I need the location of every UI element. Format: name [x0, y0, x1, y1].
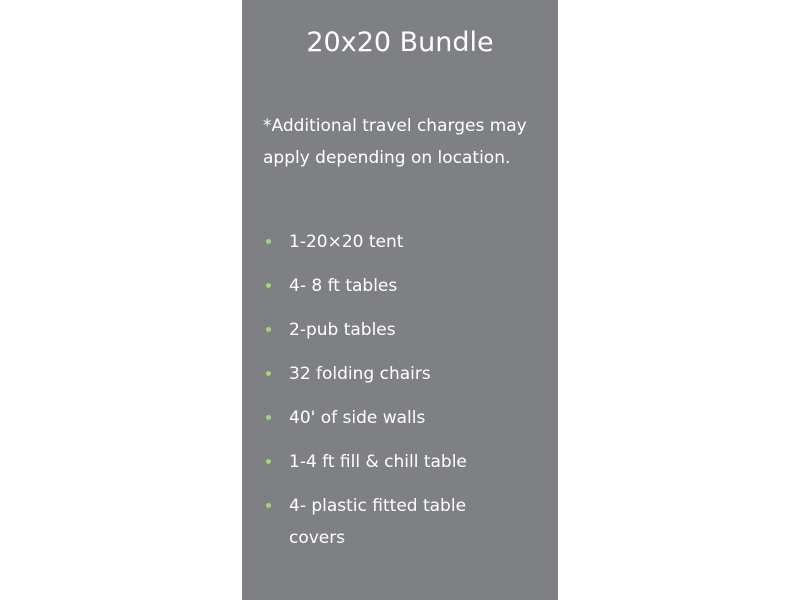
feature-item-label: 40' of side walls — [289, 408, 426, 428]
feature-item-label: 1-4 ft fill & chill table — [289, 452, 467, 472]
feature-item-label: 32 folding chairs — [289, 364, 431, 384]
feature-item — [242, 314, 558, 346]
bullet-dot-icon — [266, 415, 271, 420]
feature-item — [242, 226, 558, 258]
feature-item — [242, 490, 558, 554]
feature-item — [242, 446, 558, 478]
feature-item-label: 2-pub tables — [289, 320, 396, 340]
feature-item — [242, 402, 558, 434]
bullet-dot-icon — [266, 239, 271, 244]
bundle-title: 20x20 Bundle — [306, 27, 494, 58]
bullet-dot-icon — [266, 283, 271, 288]
bullet-dot-icon — [266, 459, 271, 464]
travel-charges-note: *Additional travel charges may apply depending on location. — [263, 116, 527, 168]
feature-item — [242, 270, 558, 302]
bundle-card — [242, 0, 558, 600]
bullet-dot-icon — [266, 503, 271, 508]
feature-list — [242, 226, 558, 566]
feature-item-label: 4- 8 ft tables — [289, 276, 398, 296]
feature-item — [242, 358, 558, 390]
feature-item-label: 4- plastic fitted table covers — [289, 496, 467, 548]
bullet-dot-icon — [266, 327, 271, 332]
bullet-dot-icon — [266, 371, 271, 376]
feature-item-label: 1-20×20 tent — [289, 232, 404, 252]
